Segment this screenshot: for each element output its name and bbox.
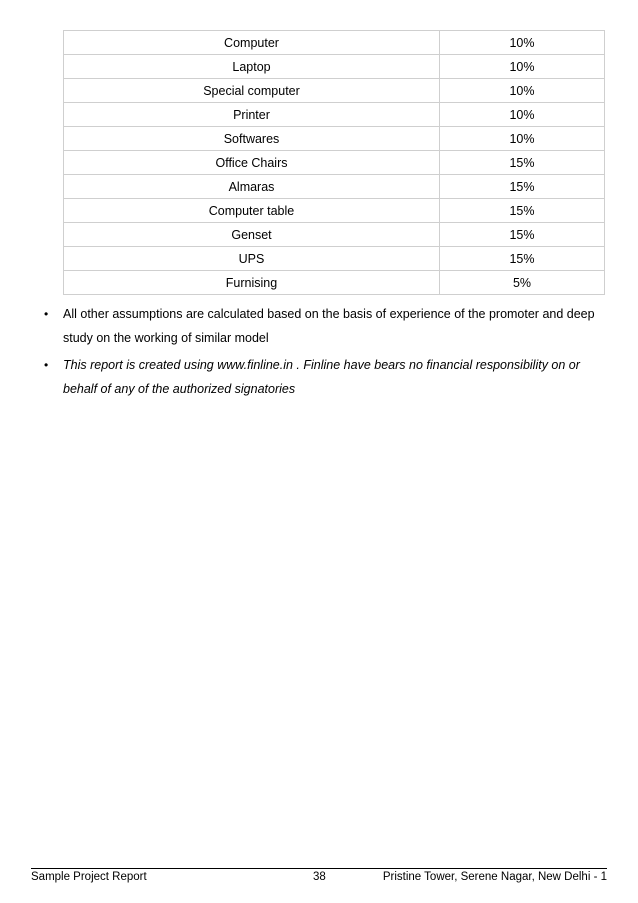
asset-name-cell: Printer — [64, 103, 440, 127]
table-row — [64, 55, 605, 79]
asset-name-cell: Softwares — [64, 127, 440, 151]
table-row — [64, 175, 605, 199]
rate-cell: 15% — [440, 199, 605, 223]
rate-cell: 15% — [440, 247, 605, 271]
bullet-icon: • — [44, 307, 49, 321]
note-text: This report is created using www.finline.in . Finline have bears no financial responsibility on or behalf of any of the authorized signatories — [63, 358, 580, 396]
asset-name-cell: Genset — [64, 223, 440, 247]
rate-cell: 15% — [440, 151, 605, 175]
page-footer — [31, 868, 607, 883]
asset-name-cell: UPS — [64, 247, 440, 271]
table-row — [64, 247, 605, 271]
note-text: All other assumptions are calculated based on the basis of experience of the promoter and deep study on the working of similar model — [63, 307, 595, 345]
rate-cell: 10% — [440, 79, 605, 103]
rate-cell: 15% — [440, 223, 605, 247]
rate-cell: 10% — [440, 103, 605, 127]
asset-name-cell: Computer table — [64, 199, 440, 223]
bullet-icon: • — [44, 358, 49, 372]
rate-cell: 10% — [440, 127, 605, 151]
assumption-notes-list — [40, 302, 600, 404]
table-row — [64, 79, 605, 103]
asset-name-cell: Computer — [64, 31, 440, 55]
rate-cell: 15% — [440, 175, 605, 199]
list-item — [40, 302, 600, 350]
table-row — [64, 271, 605, 295]
table-row — [64, 103, 605, 127]
table-row — [64, 199, 605, 223]
rate-cell: 5% — [440, 271, 605, 295]
footer-address: Pristine Tower, Serene Nagar, New Delhi - 1 — [382, 871, 607, 883]
page-number: 38 — [313, 871, 326, 883]
table-row — [64, 223, 605, 247]
asset-name-cell: Furnising — [64, 271, 440, 295]
list-item — [40, 353, 600, 401]
footer-report-title: Sample Project Report — [31, 871, 147, 883]
depreciation-rate-table — [63, 30, 605, 295]
asset-name-cell: Almaras — [64, 175, 440, 199]
asset-name-cell: Special computer — [64, 79, 440, 103]
table-row — [64, 127, 605, 151]
rate-cell: 10% — [440, 31, 605, 55]
table-row — [64, 151, 605, 175]
asset-name-cell: Laptop — [64, 55, 440, 79]
table-row — [64, 31, 605, 55]
rate-cell: 10% — [440, 55, 605, 79]
asset-name-cell: Office Chairs — [64, 151, 440, 175]
